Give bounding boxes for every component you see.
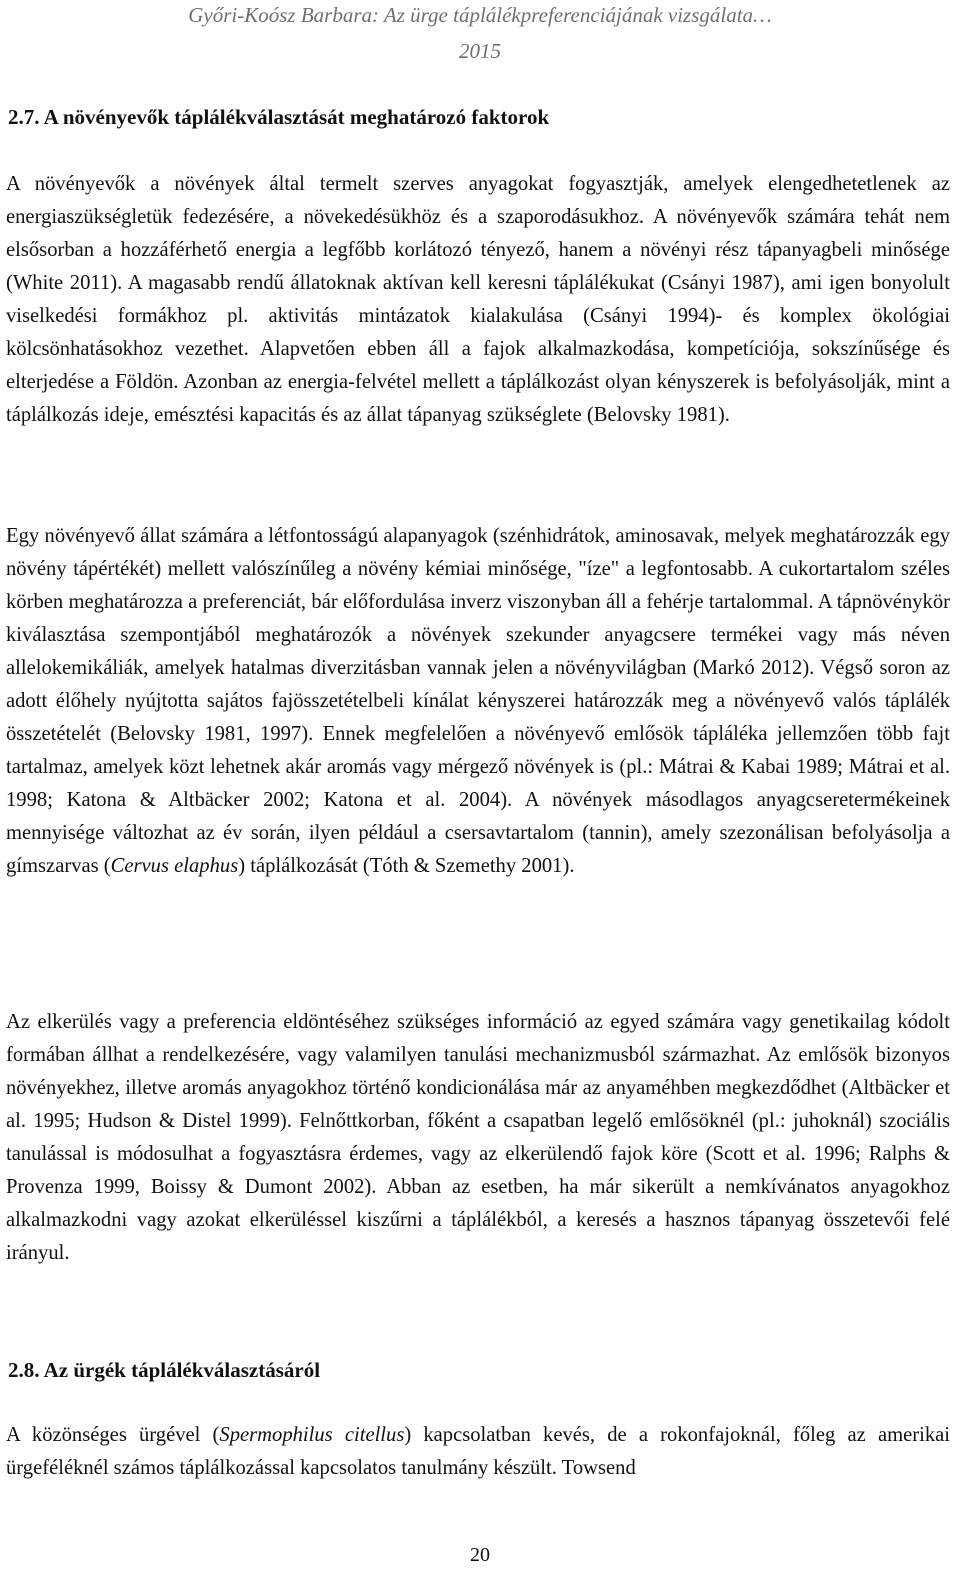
paragraph-3: Az elkerülés vagy a preferencia eldöntéséhez szükséges információ az egyed számára vagy genetikailag kódolt formában állhat a rendelkezésére, vagy valamilyen tanulási mechanizmusból származhat. Az emlősök bizonyos növényekhez, illetve aromás anyagokhoz történő kondicionálása már az anyaméhben megkezdődhet (Altbäcker et al. 1995; Hudson & Distel 1999). Felnőttkorban, főként a csapatban legelő emlősöknél (pl.: juhoknál) szociális tanulással is módosulhat a fogyasztásra érdemes, vagy az elkerülendő fajok köre (Scott et al. 1996; Ralphs & Provenza 1999, Boissy & Dumont 2002). Abban az esetben, ha már sikerült a nemkívánatos anyagokhoz alkalmazkodni vagy azokat elkerüléssel kiszűrni a táplálékból, a keresés a hasznos tápanyag összetevői felé irányul. (6, 1011, 950, 1264)
paragraph-4-text-b: ) kapcsolatban kevés, de a rokonfajoknál, főleg az amerikai ürgeféléknél számos táplálkozással kapcsolatos tanulmány készült. Towsend (6, 1424, 950, 1479)
running-header: Győri-Koósz Barbara: Az ürge táplálékpreferenciájának vizsgálata… (188, 3, 772, 27)
section-heading-2-7: 2.7. A növényevők táplálékválasztását meghatározó faktorok (8, 105, 550, 129)
species-name-cervus: Cervus elaphus (110, 855, 239, 877)
paragraph-2-text-a: Egy növényevő állat számára a létfontosságú alapanyagok (szénhidrátok, aminosavak, melyek meghatározzák egy növény tápértékét) mellett valószínűleg a növény kémiai minősége, "íze" a legfontosabb. A cukortartalom széles körben meghatározza a preferenciát, bár előfordulása inverz viszonyban áll a fehérje tartalommal. A tápnövénykör kiválasztása szempontjából meghatározók a növények szekunder anyagcsere termékei vagy más néven allelokemikáliák, amelyek hatalmas diverzitásban vannak jelen a növényvilágban (Markó 2012). Végső soron az adott élőhely nyújtotta sajátos fajösszetételbeli kínálat kényszerei határozzák meg a növényevő valós táplálék összetételét (Belovsky 1981, 1997). Ennek megfelelően a növényevő emlősök tápláléka jellemzően több fajt tartalmaz, amelyek közt lehetnek akár aromás vagy mérgező növények is (pl.: Mátrai & Kabai 1989; Mátrai et al. 1998; Katona & Altbäcker 2002; Katona et al. 2004). A növények másodlagos anyagcseretermékeinek mennyisége változhat az év során, ilyen például a csersavtartalom (tannin), amely szezonálisan befolyásolja a gímszarvas ( (6, 525, 950, 877)
paragraph-4 (6, 1419, 950, 1485)
species-name-spermophilus: Spermophilus citellus (219, 1424, 405, 1446)
header-year: 2015 (459, 39, 501, 63)
section-heading-2-8: 2.8. Az ürgék táplálékválasztásáról (8, 1358, 321, 1382)
paragraph-1: A növényevők a növények által termelt szerves anyagokat fogyasztják, amelyek elengedhetetlenek az energiaszükségletük fedezésére, a növekedésükhöz és a szaporodásukhoz. A növényevők számára tehát nem elsősorban a hozzáférhető energia a legfőbb korlátozó tényező, hanem a növényi rész tápanyagbeli minősége (White 2011). A magasabb rendű állatoknak aktívan kell keresni táplálékukat (Csányi 1987), ami igen bonyolult viselkedési formákhoz pl. aktivitás mintázatok kialakulása (Csányi 1994)- és komplex ökológiai kölcsönhatásokhoz vezethet. Alapvetően ebben áll a fajok alkalmazkodása, kompetíciója, sokszínűsége és elterjedése a Földön. Azonban az energia-felvétel mellett a táplálkozást olyan kényszerek is befolyásolják, mint a táplálkozás ideje, emésztési kapacitás és az állat tápanyag szükséglete (Belovsky 1981). (6, 173, 950, 426)
paragraph-2-text-b: ) táplálkozását (Tóth & Szemethy 2001). (238, 855, 575, 877)
paragraph-4-text-a: A közönséges ürgével ( (6, 1424, 220, 1446)
page-number: 20 (470, 1544, 490, 1566)
paragraph-2 (6, 520, 950, 883)
